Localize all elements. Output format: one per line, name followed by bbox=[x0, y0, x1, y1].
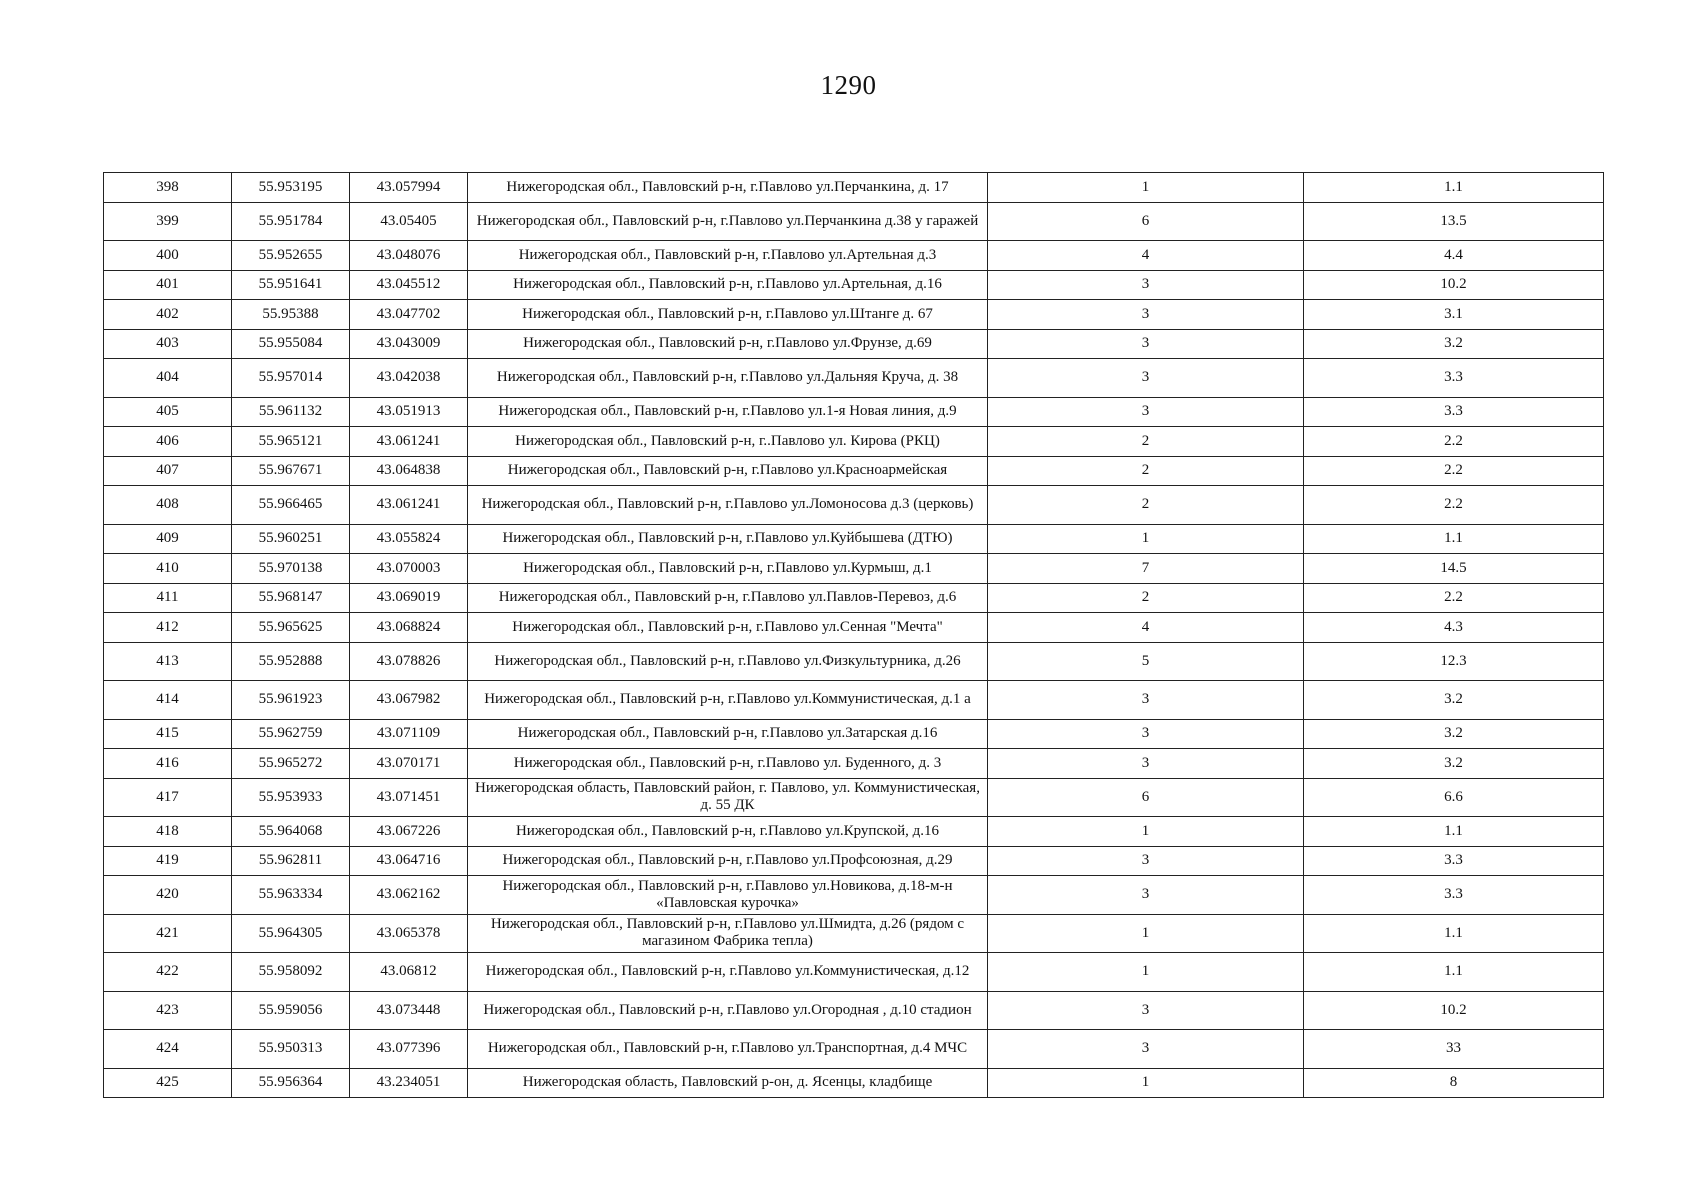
volume-cell: 1.1 bbox=[1304, 173, 1604, 203]
volume-cell: 10.2 bbox=[1304, 270, 1604, 300]
volume-cell: 2.2 bbox=[1304, 427, 1604, 457]
volume-cell: 8 bbox=[1304, 1068, 1604, 1098]
longitude-cell: 43.069019 bbox=[350, 583, 468, 613]
latitude-cell: 55.959056 bbox=[232, 991, 350, 1030]
volume-cell: 4.3 bbox=[1304, 613, 1604, 643]
address-cell: Нижегородская обл., Павловский р-н, г.Павлово ул.Шмидта, д.26 (рядом с магазином Фабрика тепла) bbox=[468, 914, 988, 953]
table-row bbox=[104, 817, 1604, 847]
container-count-cell: 1 bbox=[988, 173, 1304, 203]
volume-cell: 3.2 bbox=[1304, 719, 1604, 749]
latitude-cell: 55.950313 bbox=[232, 1030, 350, 1069]
row-number-cell: 419 bbox=[104, 846, 232, 876]
container-count-cell: 3 bbox=[988, 876, 1304, 915]
volume-cell: 10.2 bbox=[1304, 991, 1604, 1030]
container-count-cell: 2 bbox=[988, 486, 1304, 525]
address-cell: Нижегородская обл., Павловский р-н, г.Павлово ул.Перчанкина, д. 17 bbox=[468, 173, 988, 203]
longitude-cell: 43.042038 bbox=[350, 359, 468, 398]
longitude-cell: 43.064838 bbox=[350, 456, 468, 486]
volume-cell: 3.2 bbox=[1304, 681, 1604, 720]
address-cell: Нижегородская область, Павловский район, г. Павлово, ул. Коммунистическая, д. 55 ДК bbox=[468, 778, 988, 817]
container-count-cell: 2 bbox=[988, 583, 1304, 613]
table-row bbox=[104, 173, 1604, 203]
table-row bbox=[104, 554, 1604, 584]
latitude-cell: 55.963334 bbox=[232, 876, 350, 915]
longitude-cell: 43.065378 bbox=[350, 914, 468, 953]
row-number-cell: 424 bbox=[104, 1030, 232, 1069]
table-row bbox=[104, 427, 1604, 457]
row-number-cell: 412 bbox=[104, 613, 232, 643]
row-number-cell: 400 bbox=[104, 241, 232, 271]
container-count-cell: 3 bbox=[988, 359, 1304, 398]
address-cell: Нижегородская обл., Павловский р-н, г.Павлово ул.Физкультурника, д.26 bbox=[468, 642, 988, 681]
table-row bbox=[104, 524, 1604, 554]
row-number-cell: 405 bbox=[104, 397, 232, 427]
longitude-cell: 43.043009 bbox=[350, 329, 468, 359]
container-count-cell: 4 bbox=[988, 613, 1304, 643]
container-count-cell: 3 bbox=[988, 749, 1304, 779]
table-row bbox=[104, 583, 1604, 613]
longitude-cell: 43.068824 bbox=[350, 613, 468, 643]
volume-cell: 3.1 bbox=[1304, 300, 1604, 330]
latitude-cell: 55.961923 bbox=[232, 681, 350, 720]
table-row bbox=[104, 202, 1604, 241]
volume-cell: 14.5 bbox=[1304, 554, 1604, 584]
address-cell: Нижегородская обл., Павловский р-н, г.Павлово ул.Артельная, д.16 bbox=[468, 270, 988, 300]
volume-cell: 33 bbox=[1304, 1030, 1604, 1069]
latitude-cell: 55.951784 bbox=[232, 202, 350, 241]
latitude-cell: 55.95388 bbox=[232, 300, 350, 330]
table-row bbox=[104, 778, 1604, 817]
row-number-cell: 415 bbox=[104, 719, 232, 749]
volume-cell: 2.2 bbox=[1304, 456, 1604, 486]
latitude-cell: 55.952888 bbox=[232, 642, 350, 681]
volume-cell: 4.4 bbox=[1304, 241, 1604, 271]
volume-cell: 6.6 bbox=[1304, 778, 1604, 817]
container-count-cell: 3 bbox=[988, 681, 1304, 720]
table-row bbox=[104, 953, 1604, 992]
table-row bbox=[104, 642, 1604, 681]
container-count-cell: 3 bbox=[988, 397, 1304, 427]
container-count-cell: 1 bbox=[988, 914, 1304, 953]
longitude-cell: 43.073448 bbox=[350, 991, 468, 1030]
latitude-cell: 55.961132 bbox=[232, 397, 350, 427]
longitude-cell: 43.06812 bbox=[350, 953, 468, 992]
container-count-cell: 3 bbox=[988, 300, 1304, 330]
table-row bbox=[104, 991, 1604, 1030]
volume-cell: 3.3 bbox=[1304, 876, 1604, 915]
row-number-cell: 402 bbox=[104, 300, 232, 330]
table-row bbox=[104, 681, 1604, 720]
address-cell: Нижегородская обл., Павловский р-н, г..Павлово ул. Кирова (РКЦ) bbox=[468, 427, 988, 457]
latitude-cell: 55.967671 bbox=[232, 456, 350, 486]
longitude-cell: 43.045512 bbox=[350, 270, 468, 300]
longitude-cell: 43.071451 bbox=[350, 778, 468, 817]
container-count-cell: 1 bbox=[988, 524, 1304, 554]
row-number-cell: 418 bbox=[104, 817, 232, 847]
latitude-cell: 55.962811 bbox=[232, 846, 350, 876]
address-cell: Нижегородская обл., Павловский р-н, г.Павлово ул.Штанге д. 67 bbox=[468, 300, 988, 330]
table-row bbox=[104, 1030, 1604, 1069]
container-count-cell: 5 bbox=[988, 642, 1304, 681]
longitude-cell: 43.05405 bbox=[350, 202, 468, 241]
latitude-cell: 55.951641 bbox=[232, 270, 350, 300]
row-number-cell: 417 bbox=[104, 778, 232, 817]
volume-cell: 3.3 bbox=[1304, 846, 1604, 876]
latitude-cell: 55.953195 bbox=[232, 173, 350, 203]
longitude-cell: 43.051913 bbox=[350, 397, 468, 427]
longitude-cell: 43.070003 bbox=[350, 554, 468, 584]
volume-cell: 13.5 bbox=[1304, 202, 1604, 241]
volume-cell: 1.1 bbox=[1304, 953, 1604, 992]
address-cell: Нижегородская обл., Павловский р-н, г.Павлово ул.1-я Новая линия, д.9 bbox=[468, 397, 988, 427]
latitude-cell: 55.955084 bbox=[232, 329, 350, 359]
volume-cell: 3.2 bbox=[1304, 329, 1604, 359]
row-number-cell: 411 bbox=[104, 583, 232, 613]
longitude-cell: 43.070171 bbox=[350, 749, 468, 779]
address-cell: Нижегородская обл., Павловский р-н, г.Павлово ул.Коммунистическая, д.1 а bbox=[468, 681, 988, 720]
latitude-cell: 55.966465 bbox=[232, 486, 350, 525]
table-row bbox=[104, 613, 1604, 643]
latitude-cell: 55.960251 bbox=[232, 524, 350, 554]
latitude-cell: 55.968147 bbox=[232, 583, 350, 613]
table-row bbox=[104, 329, 1604, 359]
row-number-cell: 410 bbox=[104, 554, 232, 584]
latitude-cell: 55.956364 bbox=[232, 1068, 350, 1098]
longitude-cell: 43.234051 bbox=[350, 1068, 468, 1098]
address-cell: Нижегородская обл., Павловский р-н, г.Павлово ул.Артельная д.3 bbox=[468, 241, 988, 271]
table-row bbox=[104, 846, 1604, 876]
table-row bbox=[104, 397, 1604, 427]
table-row bbox=[104, 914, 1604, 953]
row-number-cell: 423 bbox=[104, 991, 232, 1030]
volume-cell: 1.1 bbox=[1304, 817, 1604, 847]
volume-cell: 3.3 bbox=[1304, 359, 1604, 398]
address-cell: Нижегородская обл., Павловский р-н, г.Павлово ул.Новикова, д.18-м-н «Павловская курочка» bbox=[468, 876, 988, 915]
latitude-cell: 55.952655 bbox=[232, 241, 350, 271]
address-cell: Нижегородская обл., Павловский р-н, г.Павлово ул.Крупской, д.16 bbox=[468, 817, 988, 847]
table-row bbox=[104, 270, 1604, 300]
row-number-cell: 401 bbox=[104, 270, 232, 300]
row-number-cell: 407 bbox=[104, 456, 232, 486]
longitude-cell: 43.071109 bbox=[350, 719, 468, 749]
row-number-cell: 399 bbox=[104, 202, 232, 241]
address-cell: Нижегородская обл., Павловский р-н, г.Павлово ул.Дальняя Круча, д. 38 bbox=[468, 359, 988, 398]
longitude-cell: 43.061241 bbox=[350, 486, 468, 525]
row-number-cell: 406 bbox=[104, 427, 232, 457]
container-count-cell: 6 bbox=[988, 778, 1304, 817]
volume-cell: 2.2 bbox=[1304, 583, 1604, 613]
table-row bbox=[104, 359, 1604, 398]
address-cell: Нижегородская обл., Павловский р-н, г.Павлово ул.Сенная "Мечта" bbox=[468, 613, 988, 643]
address-cell: Нижегородская обл., Павловский р-н, г.Павлово ул.Курмыш, д.1 bbox=[468, 554, 988, 584]
address-cell: Нижегородская обл., Павловский р-н, г.Павлово ул.Перчанкина д.38 у гаражей bbox=[468, 202, 988, 241]
latitude-cell: 55.970138 bbox=[232, 554, 350, 584]
volume-cell: 2.2 bbox=[1304, 486, 1604, 525]
table-row bbox=[104, 1068, 1604, 1098]
row-number-cell: 398 bbox=[104, 173, 232, 203]
table-row bbox=[104, 456, 1604, 486]
container-count-cell: 7 bbox=[988, 554, 1304, 584]
table-row bbox=[104, 719, 1604, 749]
longitude-cell: 43.067982 bbox=[350, 681, 468, 720]
container-count-cell: 3 bbox=[988, 846, 1304, 876]
volume-cell: 1.1 bbox=[1304, 524, 1604, 554]
latitude-cell: 55.965121 bbox=[232, 427, 350, 457]
latitude-cell: 55.965272 bbox=[232, 749, 350, 779]
row-number-cell: 416 bbox=[104, 749, 232, 779]
address-cell: Нижегородская обл., Павловский р-н, г.Павлово ул.Павлов-Перевоз, д.6 bbox=[468, 583, 988, 613]
latitude-cell: 55.958092 bbox=[232, 953, 350, 992]
container-count-cell: 2 bbox=[988, 427, 1304, 457]
table-row bbox=[104, 876, 1604, 915]
registry-table bbox=[103, 172, 1604, 1098]
address-cell: Нижегородская обл., Павловский р-н, г.Павлово ул.Огородная , д.10 стадион bbox=[468, 991, 988, 1030]
container-count-cell: 1 bbox=[988, 817, 1304, 847]
volume-cell: 3.2 bbox=[1304, 749, 1604, 779]
latitude-cell: 55.964068 bbox=[232, 817, 350, 847]
volume-cell: 12.3 bbox=[1304, 642, 1604, 681]
latitude-cell: 55.965625 bbox=[232, 613, 350, 643]
container-count-cell: 3 bbox=[988, 991, 1304, 1030]
longitude-cell: 43.062162 bbox=[350, 876, 468, 915]
registry-table-body bbox=[104, 173, 1604, 1098]
container-count-cell: 3 bbox=[988, 719, 1304, 749]
table-row bbox=[104, 486, 1604, 525]
longitude-cell: 43.078826 bbox=[350, 642, 468, 681]
container-count-cell: 6 bbox=[988, 202, 1304, 241]
address-cell: Нижегородская обл., Павловский р-н, г.Павлово ул.Красноармейская bbox=[468, 456, 988, 486]
container-count-cell: 3 bbox=[988, 1030, 1304, 1069]
volume-cell: 3.3 bbox=[1304, 397, 1604, 427]
volume-cell: 1.1 bbox=[1304, 914, 1604, 953]
address-cell: Нижегородская обл., Павловский р-н, г.Павлово ул.Профсоюзная, д.29 bbox=[468, 846, 988, 876]
address-cell: Нижегородская обл., Павловский р-н, г.Павлово ул.Коммунистическая, д.12 bbox=[468, 953, 988, 992]
row-number-cell: 414 bbox=[104, 681, 232, 720]
latitude-cell: 55.953933 bbox=[232, 778, 350, 817]
row-number-cell: 403 bbox=[104, 329, 232, 359]
container-count-cell: 1 bbox=[988, 1068, 1304, 1098]
address-cell: Нижегородская обл., Павловский р-н, г.Павлово ул. Буденного, д. 3 bbox=[468, 749, 988, 779]
row-number-cell: 425 bbox=[104, 1068, 232, 1098]
address-cell: Нижегородская обл., Павловский р-н, г.Павлово ул.Куйбышева (ДТЮ) bbox=[468, 524, 988, 554]
row-number-cell: 413 bbox=[104, 642, 232, 681]
address-cell: Нижегородская обл., Павловский р-н, г.Павлово ул.Транспортная, д.4 МЧС bbox=[468, 1030, 988, 1069]
longitude-cell: 43.057994 bbox=[350, 173, 468, 203]
page-number: 1290 bbox=[820, 70, 877, 100]
container-count-cell: 3 bbox=[988, 329, 1304, 359]
latitude-cell: 55.962759 bbox=[232, 719, 350, 749]
latitude-cell: 55.964305 bbox=[232, 914, 350, 953]
container-count-cell: 1 bbox=[988, 953, 1304, 992]
table-row bbox=[104, 300, 1604, 330]
table-row bbox=[104, 241, 1604, 271]
row-number-cell: 422 bbox=[104, 953, 232, 992]
address-cell: Нижегородская обл., Павловский р-н, г.Павлово ул.Ломоносова д.3 (церковь) bbox=[468, 486, 988, 525]
address-cell: Нижегородская обл., Павловский р-н, г.Павлово ул.Фрунзе, д.69 bbox=[468, 329, 988, 359]
container-count-cell: 2 bbox=[988, 456, 1304, 486]
address-cell: Нижегородская область, Павловский р-он, д. Ясенцы, кладбище bbox=[468, 1068, 988, 1098]
row-number-cell: 408 bbox=[104, 486, 232, 525]
latitude-cell: 55.957014 bbox=[232, 359, 350, 398]
container-count-cell: 4 bbox=[988, 241, 1304, 271]
longitude-cell: 43.067226 bbox=[350, 817, 468, 847]
container-count-cell: 3 bbox=[988, 270, 1304, 300]
longitude-cell: 43.077396 bbox=[350, 1030, 468, 1069]
row-number-cell: 421 bbox=[104, 914, 232, 953]
longitude-cell: 43.048076 bbox=[350, 241, 468, 271]
address-cell: Нижегородская обл., Павловский р-н, г.Павлово ул.Затарская д.16 bbox=[468, 719, 988, 749]
row-number-cell: 420 bbox=[104, 876, 232, 915]
longitude-cell: 43.047702 bbox=[350, 300, 468, 330]
row-number-cell: 404 bbox=[104, 359, 232, 398]
row-number-cell: 409 bbox=[104, 524, 232, 554]
longitude-cell: 43.064716 bbox=[350, 846, 468, 876]
table-row bbox=[104, 749, 1604, 779]
longitude-cell: 43.055824 bbox=[350, 524, 468, 554]
longitude-cell: 43.061241 bbox=[350, 427, 468, 457]
